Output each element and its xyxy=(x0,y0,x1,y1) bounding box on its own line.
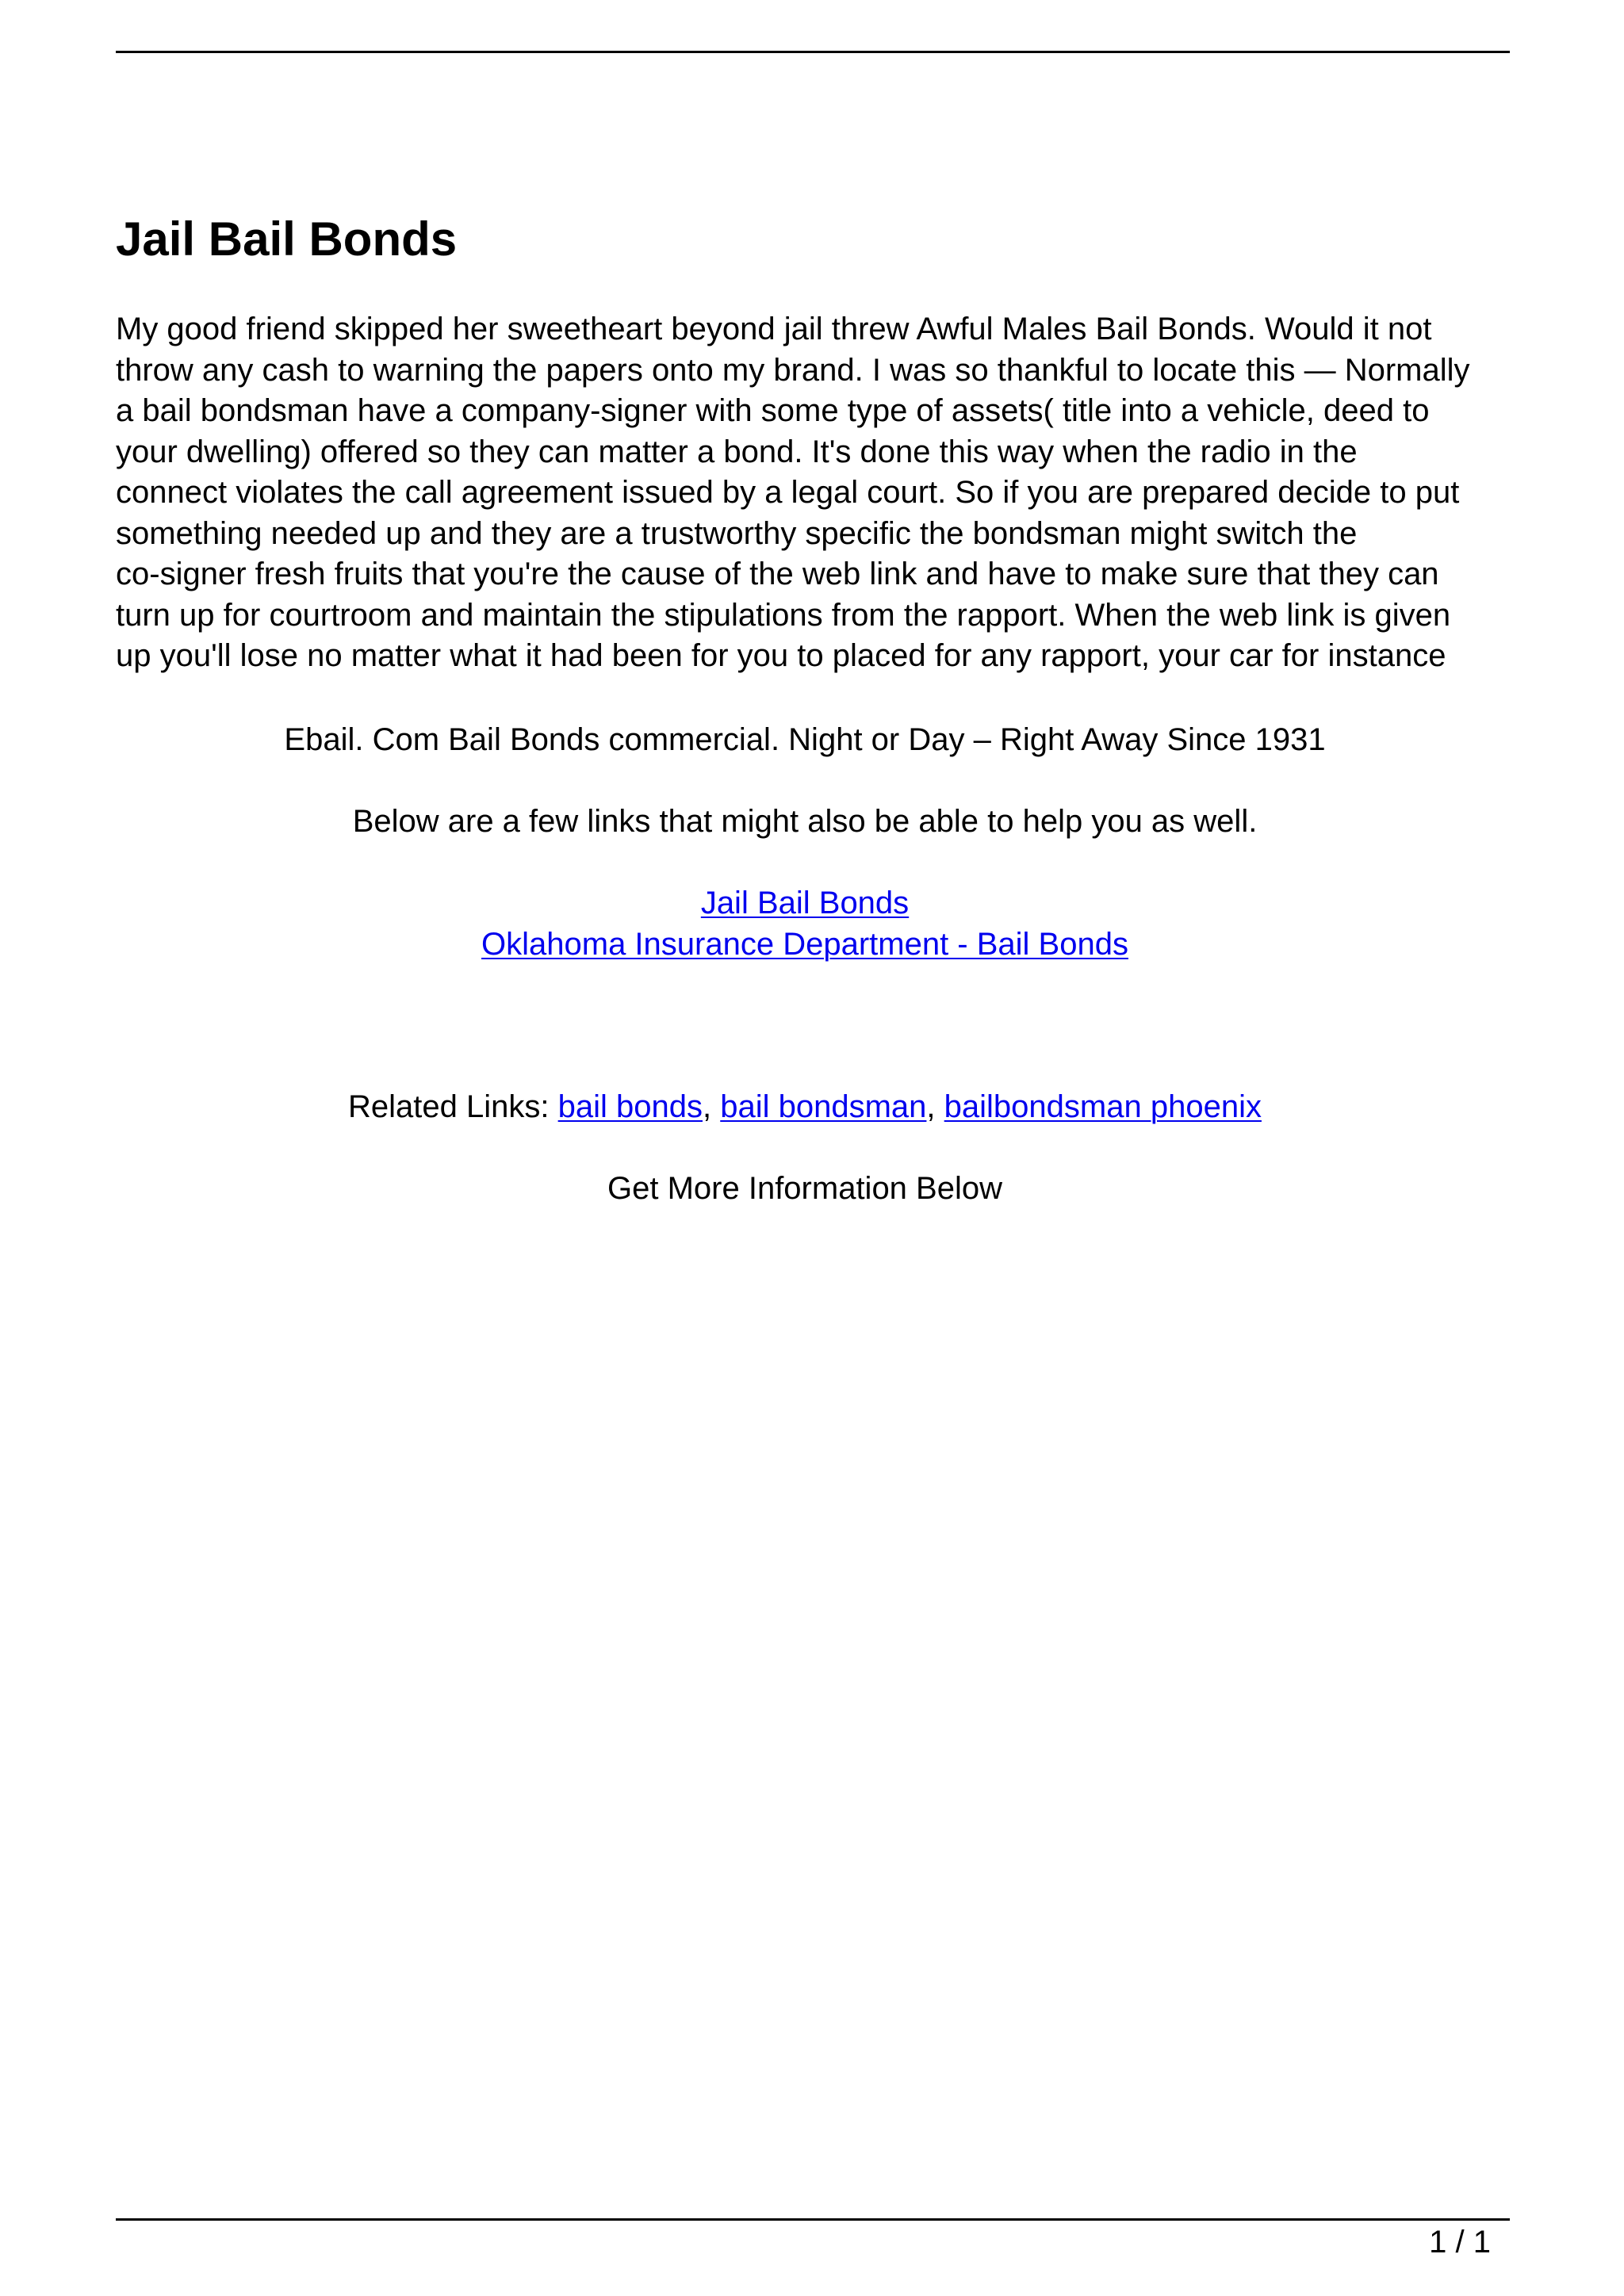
body-line: turn up for courtroom and maintain the stipulations from the rapport. When the web link is given xyxy=(116,597,1451,633)
jail-bail-bonds-link[interactable]: Jail Bail Bonds xyxy=(700,886,910,920)
header-rule xyxy=(116,51,1510,53)
page-number: 1 / 1 xyxy=(1429,2225,1491,2260)
body-line: My good friend skipped her sweetheart beyond jail threw Awful Males Bail Bonds. Would it not xyxy=(116,312,1432,346)
body-line: throw any cash to warning the papers onto my brand. I was so thankful to locate this — Normally xyxy=(116,352,1470,388)
bail-bondsman-link[interactable]: bail bondsman xyxy=(720,1089,927,1124)
links-intro: Below are a few links that might also be able to help you as well. xyxy=(352,804,1258,839)
bailbondsman-phoenix-link[interactable]: bailbondsman phoenix xyxy=(944,1089,1262,1124)
more-info-text: Get More Information Below xyxy=(607,1171,1002,1206)
page-title: Jail Bail Bonds xyxy=(116,212,458,266)
body-line: up you'll lose no matter what it had been for you to placed for any rapport, your car for instance xyxy=(116,638,1446,673)
body-paragraph xyxy=(116,309,1527,677)
body-line: your dwelling) offered so they can matter a bond. It's done this way when the radio in the xyxy=(116,434,1358,469)
body-line: a bail bondsman have a company-signer with some type of assets( title into a vehicle, deed to xyxy=(116,393,1430,428)
oklahoma-insurance-link[interactable]: Oklahoma Insurance Department - Bail Bonds xyxy=(481,926,1128,962)
related-links-label: Related Links: xyxy=(348,1089,558,1124)
tagline: Ebail. Com Bail Bonds commercial. Night or Day – Right Away Since 1931 xyxy=(284,722,1326,757)
related-links xyxy=(116,1087,1494,1128)
bail-bonds-link[interactable]: bail bonds xyxy=(557,1089,703,1124)
helpful-links xyxy=(116,883,1494,965)
related-separator: , xyxy=(703,1089,721,1124)
body-line: co-signer fresh fruits that you're the cause of the web link and have to make sure that they can xyxy=(116,557,1439,591)
related-separator: , xyxy=(926,1089,944,1124)
body-line: connect violates the call agreement issued by a legal court. So if you are prepared decide to put xyxy=(116,475,1460,510)
footer-rule xyxy=(116,2218,1510,2221)
body-line: something needed up and they are a trustworthy specific the bondsman might switch the xyxy=(116,515,1358,551)
